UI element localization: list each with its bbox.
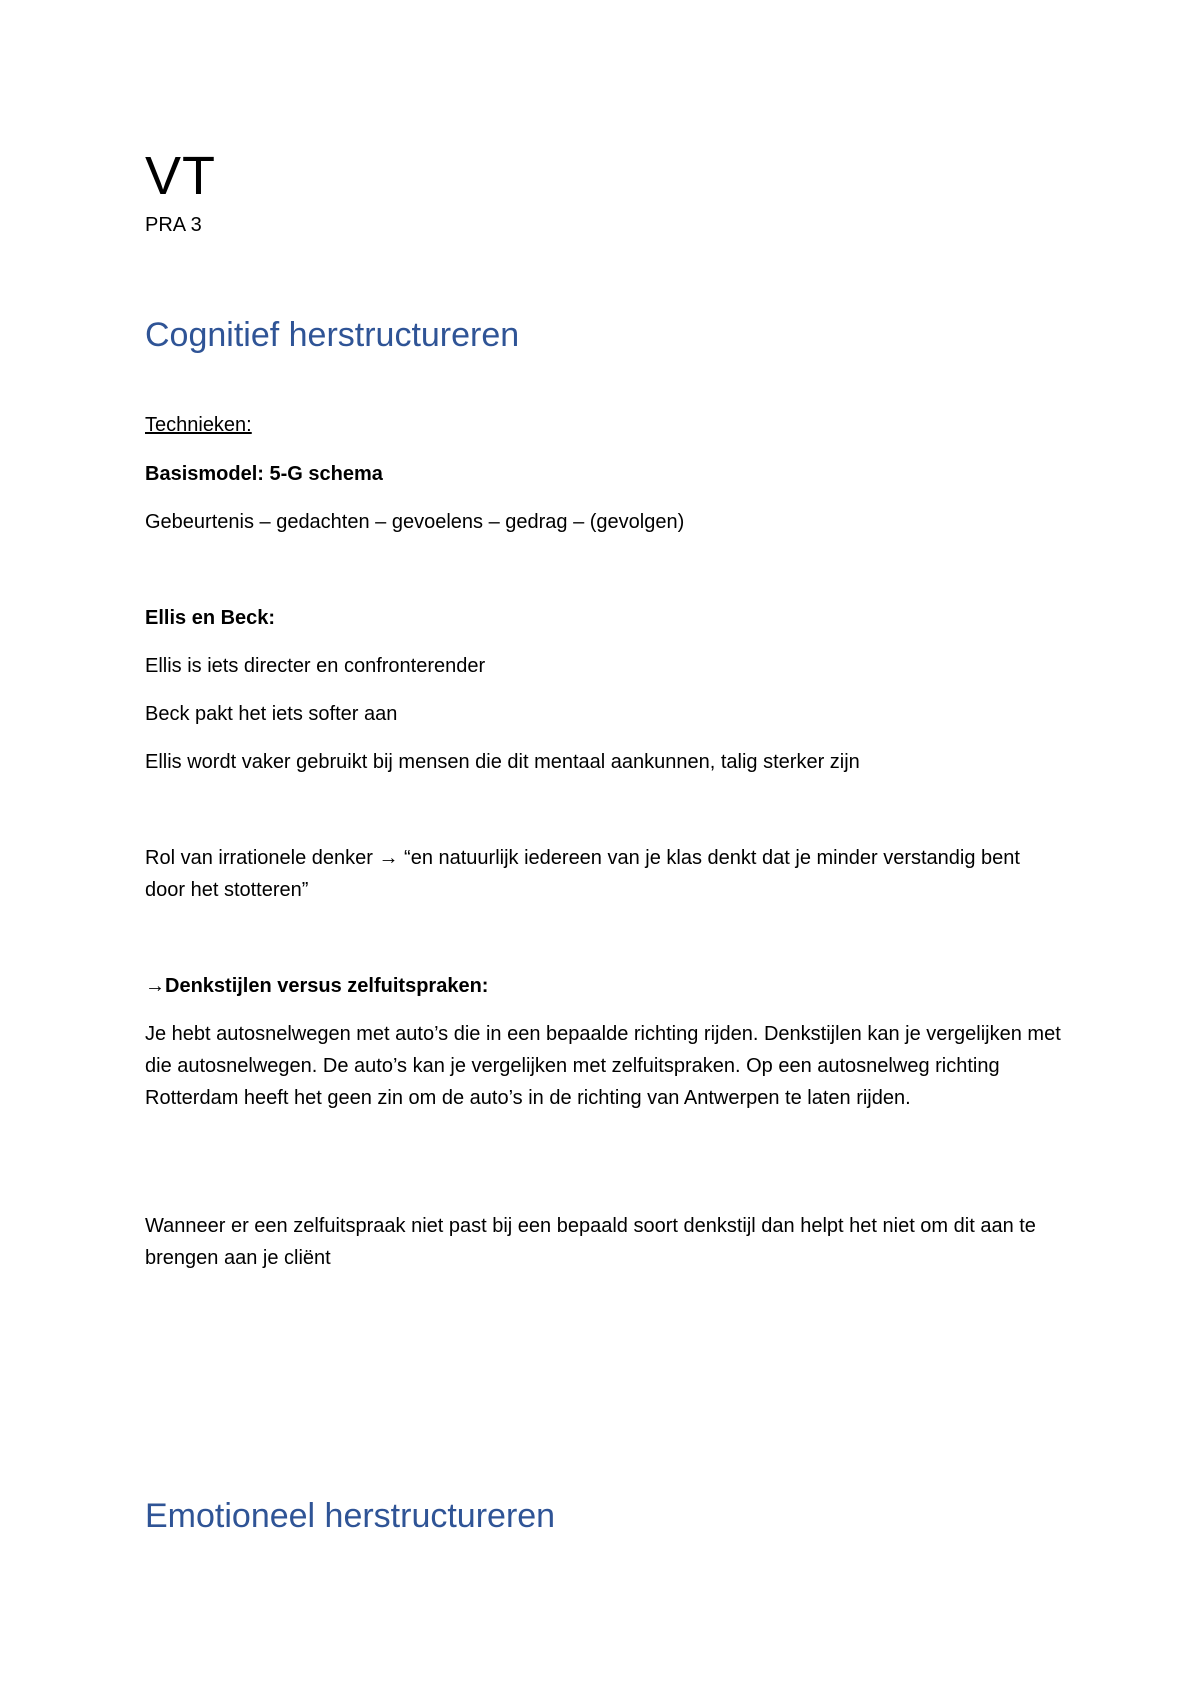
denkstijlen-paragraph: Je hebt autosnelwegen met auto’s die in een bepaalde richting rijden. Denkstijlen kan je vergelijken met die autosnelwegen. De auto’s kan je vergelijken met zelfuitspraken. Op een autosnelweg richting Rotterdam heeft het geen zin om de auto’s in de richting van Antwerpen te laten rijden. <box>145 1023 1061 1109</box>
arrow-icon: → <box>378 847 399 869</box>
techniques-label: Technieken: <box>145 414 252 436</box>
ellis-line: Ellis is iets directer en confronterender <box>145 655 486 677</box>
section-heading-cognitief: Cognitief herstructureren <box>145 316 520 354</box>
ellis-usage-line: Ellis wordt vaker gebruikt bij mensen die dit mentaal aankunnen, talig sterker zijn <box>145 751 860 773</box>
rol-prefix: Rol van irrationele denker <box>145 847 373 869</box>
document-subtitle: PRA 3 <box>145 214 202 236</box>
rol-quote: “en natuurlijk iedereen van je klas denkt dat je minder verstandig bent door het stotteren” <box>145 847 1020 901</box>
denkstijlen-heading <box>145 970 1065 1002</box>
basismodel-text: Gebeurtenis – gedachten – gevoelens – gedrag – (gevolgen) <box>145 511 685 533</box>
section-heading-emotioneel: Emotioneel herstructureren <box>145 1497 556 1535</box>
wanneer-paragraph: Wanneer er een zelfuitspraak niet past bij een bepaald soort denkstijl dan helpt het niet om dit aan te brengen aan je cliënt <box>145 1215 1036 1269</box>
rol-paragraph <box>145 842 1065 906</box>
arrow-icon: → <box>145 975 165 997</box>
document-title: VT <box>145 146 217 206</box>
denkstijlen-label: Denkstijlen versus zelfuitspraken: <box>165 975 489 997</box>
basismodel-label: Basismodel: 5-G schema <box>145 463 383 485</box>
beck-line: Beck pakt het iets softer aan <box>145 703 398 725</box>
ellis-beck-label: Ellis en Beck: <box>145 607 276 629</box>
